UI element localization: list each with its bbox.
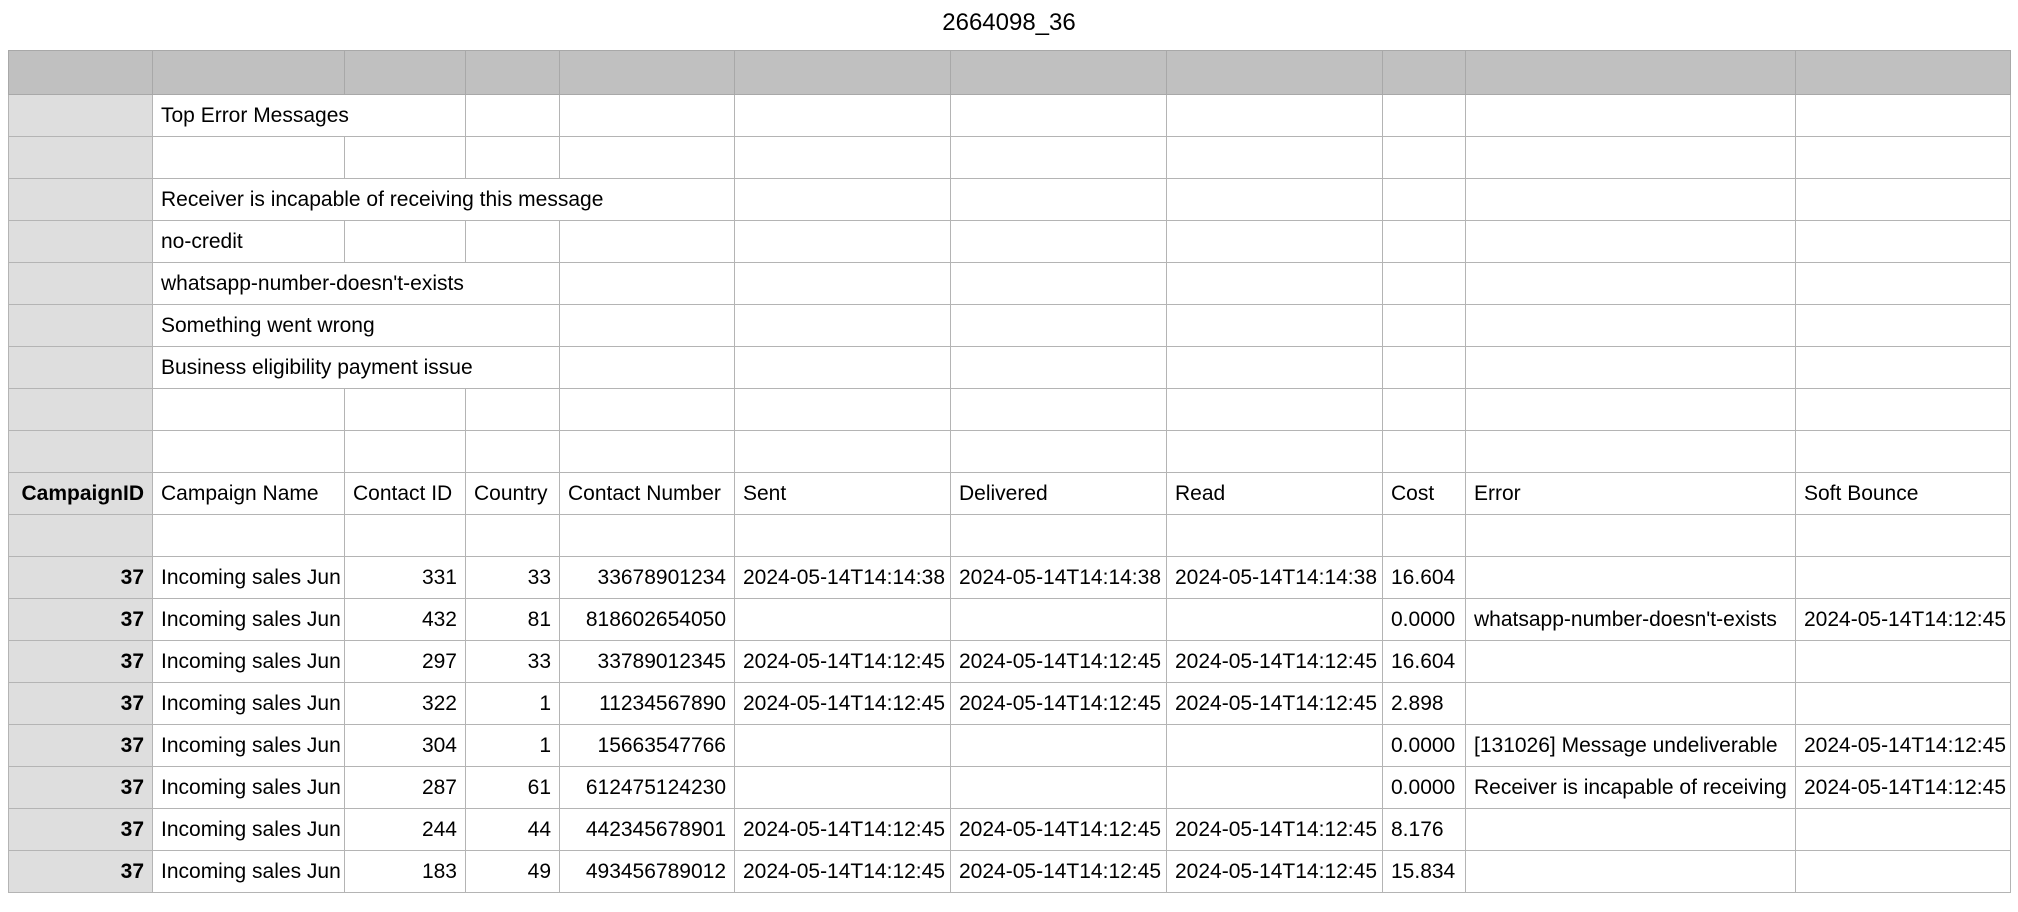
country-cell[interactable]: 44: [466, 809, 560, 851]
row-header-cell[interactable]: [9, 263, 153, 305]
cell[interactable]: [1383, 347, 1466, 389]
cell[interactable]: [1466, 515, 1796, 557]
campaign-name-cell[interactable]: Incoming sales Jun: [153, 641, 345, 683]
error-cell[interactable]: whatsapp-number-doesn't-exists: [1466, 599, 1796, 641]
contact-id-cell[interactable]: 331: [345, 557, 466, 599]
cell[interactable]: [1466, 431, 1796, 473]
cell[interactable]: [466, 221, 560, 263]
cell[interactable]: [951, 221, 1167, 263]
cell[interactable]: [1383, 389, 1466, 431]
cell[interactable]: [1796, 389, 2011, 431]
cell[interactable]: [345, 431, 466, 473]
empty-row: [9, 515, 2011, 557]
sent-cell[interactable]: [735, 725, 951, 767]
column-header-cell[interactable]: [1167, 51, 1383, 95]
summary-item[interactable]: no-credit: [153, 221, 345, 263]
contact-number-cell[interactable]: 442345678901: [560, 809, 735, 851]
read-cell[interactable]: 2024-05-14T14:12:45: [1167, 641, 1383, 683]
header-campaign-id[interactable]: CampaignID: [9, 473, 153, 515]
cell[interactable]: [560, 137, 735, 179]
cell[interactable]: [951, 179, 1167, 221]
read-cell[interactable]: [1167, 599, 1383, 641]
column-header-cell[interactable]: [9, 51, 153, 95]
cell[interactable]: [951, 347, 1167, 389]
campaign-name-cell[interactable]: Incoming sales Jun: [153, 557, 345, 599]
contact-number-cell[interactable]: 11234567890: [560, 683, 735, 725]
empty-row: [9, 431, 2011, 473]
error-cell[interactable]: [131026] Message undeliverable: [1466, 725, 1796, 767]
summary-item-row: [9, 263, 2011, 305]
cell[interactable]: [735, 515, 951, 557]
cell[interactable]: [735, 305, 951, 347]
contact-id-cell[interactable]: 183: [345, 851, 466, 893]
cell[interactable]: [1796, 515, 2011, 557]
column-header-cell[interactable]: [153, 51, 345, 95]
cell[interactable]: [1383, 95, 1466, 137]
soft-bounce-cell[interactable]: 2024-05-14T14:12:45: [1796, 725, 2011, 767]
delivered-cell[interactable]: 2024-05-14T14:12:45: [951, 641, 1167, 683]
delivered-cell[interactable]: [951, 725, 1167, 767]
column-header-cell[interactable]: [1383, 51, 1466, 95]
soft-bounce-cell[interactable]: [1796, 683, 2011, 725]
summary-item[interactable]: Business eligibility payment issue: [153, 347, 560, 389]
campaign-name-cell[interactable]: Incoming sales Jun: [153, 725, 345, 767]
table-row: [9, 599, 2011, 641]
campaign-id-cell[interactable]: 37: [9, 767, 153, 809]
cell[interactable]: [1796, 431, 2011, 473]
cost-cell[interactable]: 0.0000: [1383, 599, 1466, 641]
country-cell[interactable]: 33: [466, 557, 560, 599]
data-table: [8, 50, 2011, 893]
table-row: [9, 725, 2011, 767]
cell[interactable]: [951, 305, 1167, 347]
cell[interactable]: [1466, 263, 1796, 305]
cell[interactable]: [1466, 305, 1796, 347]
soft-bounce-cell[interactable]: [1796, 851, 2011, 893]
delivered-cell[interactable]: [951, 599, 1167, 641]
cell[interactable]: [1466, 137, 1796, 179]
soft-bounce-cell[interactable]: [1796, 809, 2011, 851]
read-cell[interactable]: [1167, 767, 1383, 809]
cell[interactable]: [560, 221, 735, 263]
cell[interactable]: [735, 347, 951, 389]
cost-cell[interactable]: 2.898: [1383, 683, 1466, 725]
campaign-id-cell[interactable]: 37: [9, 809, 153, 851]
sent-cell[interactable]: 2024-05-14T14:12:45: [735, 641, 951, 683]
cell[interactable]: [466, 389, 560, 431]
table-row: [9, 683, 2011, 725]
cost-cell[interactable]: 0.0000: [1383, 767, 1466, 809]
contact-id-cell[interactable]: 297: [345, 641, 466, 683]
delivered-cell[interactable]: 2024-05-14T14:14:38: [951, 557, 1167, 599]
summary-item-row: [9, 221, 2011, 263]
read-cell[interactable]: 2024-05-14T14:12:45: [1167, 809, 1383, 851]
error-cell[interactable]: [1466, 809, 1796, 851]
cell[interactable]: [951, 431, 1167, 473]
cell[interactable]: [1796, 263, 2011, 305]
sheet-title: 2664098_36: [942, 9, 1076, 36]
cell[interactable]: [735, 95, 951, 137]
contact-id-cell[interactable]: 304: [345, 725, 466, 767]
cell[interactable]: [1796, 179, 2011, 221]
cell[interactable]: [735, 389, 951, 431]
country-cell[interactable]: 33: [466, 641, 560, 683]
header-sent[interactable]: Sent: [735, 473, 951, 515]
country-cell[interactable]: 61: [466, 767, 560, 809]
cell[interactable]: [1383, 263, 1466, 305]
contact-number-cell[interactable]: 493456789012: [560, 851, 735, 893]
cell[interactable]: [951, 95, 1167, 137]
summary-item[interactable]: Receiver is incapable of receiving this message: [153, 179, 735, 221]
cost-cell[interactable]: 0.0000: [1383, 725, 1466, 767]
country-cell[interactable]: 1: [466, 683, 560, 725]
delivered-cell[interactable]: [951, 767, 1167, 809]
country-cell[interactable]: 81: [466, 599, 560, 641]
contact-number-cell[interactable]: 33678901234: [560, 557, 735, 599]
contact-id-cell[interactable]: 322: [345, 683, 466, 725]
soft-bounce-cell[interactable]: [1796, 641, 2011, 683]
cell[interactable]: [1466, 221, 1796, 263]
cell[interactable]: [1383, 305, 1466, 347]
row-header-cell[interactable]: [9, 389, 153, 431]
summary-item[interactable]: whatsapp-number-doesn't-exists: [153, 263, 560, 305]
column-header-cell[interactable]: [1466, 51, 1796, 95]
country-cell[interactable]: 1: [466, 725, 560, 767]
campaign-id-cell[interactable]: 37: [9, 641, 153, 683]
row-header-cell[interactable]: [9, 431, 153, 473]
campaign-name-cell[interactable]: Incoming sales Jun: [153, 767, 345, 809]
cell[interactable]: [560, 95, 735, 137]
contact-number-cell[interactable]: 33789012345: [560, 641, 735, 683]
read-cell[interactable]: [1167, 725, 1383, 767]
error-cell[interactable]: [1466, 641, 1796, 683]
cell[interactable]: [1796, 305, 2011, 347]
header-delivered[interactable]: Delivered: [951, 473, 1167, 515]
table-row: [9, 767, 2011, 809]
cell[interactable]: [560, 263, 735, 305]
campaign-id-cell[interactable]: 37: [9, 851, 153, 893]
cell[interactable]: [951, 515, 1167, 557]
cell[interactable]: [1167, 431, 1383, 473]
campaign-id-cell[interactable]: 37: [9, 683, 153, 725]
cell[interactable]: [466, 431, 560, 473]
contact-id-cell[interactable]: 432: [345, 599, 466, 641]
sent-cell[interactable]: [735, 599, 951, 641]
cell[interactable]: [1796, 347, 2011, 389]
cell[interactable]: [1167, 305, 1383, 347]
cell[interactable]: [1383, 137, 1466, 179]
table-row: [9, 641, 2011, 683]
summary-title-row: [9, 95, 2011, 137]
column-header-cell[interactable]: [1796, 51, 2011, 95]
error-cell[interactable]: [1466, 851, 1796, 893]
cell[interactable]: [560, 515, 735, 557]
summary-item-row: [9, 179, 2011, 221]
campaign-id-cell[interactable]: 37: [9, 599, 153, 641]
cell[interactable]: [1466, 179, 1796, 221]
soft-bounce-cell[interactable]: [1796, 557, 2011, 599]
cell[interactable]: [1796, 221, 2011, 263]
table-row: [9, 557, 2011, 599]
column-header-cell[interactable]: [466, 51, 560, 95]
cell[interactable]: [1466, 95, 1796, 137]
cell[interactable]: [345, 389, 466, 431]
cell[interactable]: [560, 305, 735, 347]
sent-cell[interactable]: 2024-05-14T14:12:45: [735, 809, 951, 851]
row-header-cell[interactable]: [9, 305, 153, 347]
cell[interactable]: [1796, 137, 2011, 179]
cost-cell[interactable]: 15.834: [1383, 851, 1466, 893]
cell[interactable]: [1167, 347, 1383, 389]
cell[interactable]: [1383, 431, 1466, 473]
column-header-cell[interactable]: [560, 51, 735, 95]
cell[interactable]: [1167, 389, 1383, 431]
cell[interactable]: [735, 263, 951, 305]
read-cell[interactable]: 2024-05-14T14:12:45: [1167, 683, 1383, 725]
cell[interactable]: [466, 137, 560, 179]
spreadsheet-grid: [8, 50, 2010, 893]
cell[interactable]: [1466, 347, 1796, 389]
cell[interactable]: [735, 431, 951, 473]
soft-bounce-cell[interactable]: 2024-05-14T14:12:45: [1796, 767, 2011, 809]
cell[interactable]: [153, 431, 345, 473]
cell[interactable]: [1383, 221, 1466, 263]
header-country[interactable]: Country: [466, 473, 560, 515]
campaign-name-cell[interactable]: Incoming sales Jun: [153, 683, 345, 725]
cell[interactable]: [735, 137, 951, 179]
header-contact-id[interactable]: Contact ID: [345, 473, 466, 515]
cost-cell[interactable]: 8.176: [1383, 809, 1466, 851]
cell[interactable]: [735, 179, 951, 221]
header-read[interactable]: Read: [1167, 473, 1383, 515]
cell[interactable]: [345, 137, 466, 179]
cell[interactable]: [345, 515, 466, 557]
sent-cell[interactable]: 2024-05-14T14:12:45: [735, 851, 951, 893]
cost-cell[interactable]: 16.604: [1383, 557, 1466, 599]
campaign-name-cell[interactable]: Incoming sales Jun: [153, 851, 345, 893]
contact-number-cell[interactable]: 15663547766: [560, 725, 735, 767]
cell[interactable]: [951, 389, 1167, 431]
cell[interactable]: [153, 389, 345, 431]
cost-cell[interactable]: 16.604: [1383, 641, 1466, 683]
header-soft-bounce[interactable]: Soft Bounce: [1796, 473, 2011, 515]
sent-cell[interactable]: 2024-05-14T14:14:38: [735, 557, 951, 599]
cell[interactable]: [153, 515, 345, 557]
contact-id-cell[interactable]: 287: [345, 767, 466, 809]
header-row: [9, 473, 2011, 515]
row-header-cell[interactable]: [9, 137, 153, 179]
contact-id-cell[interactable]: 244: [345, 809, 466, 851]
campaign-id-cell[interactable]: 37: [9, 557, 153, 599]
cell[interactable]: [560, 431, 735, 473]
header-contact-number[interactable]: Contact Number: [560, 473, 735, 515]
read-cell[interactable]: 2024-05-14T14:12:45: [1167, 851, 1383, 893]
cell[interactable]: [1167, 515, 1383, 557]
column-header-row: [9, 51, 2011, 95]
cell[interactable]: [466, 515, 560, 557]
campaign-name-cell[interactable]: Incoming sales Jun: [153, 599, 345, 641]
row-header-cell[interactable]: [9, 221, 153, 263]
cell[interactable]: [951, 137, 1167, 179]
cell[interactable]: [1167, 179, 1383, 221]
cell[interactable]: [951, 263, 1167, 305]
summary-title[interactable]: Top Error Messages: [153, 95, 466, 137]
cell[interactable]: [153, 137, 345, 179]
summary-item[interactable]: Something went wrong: [153, 305, 560, 347]
soft-bounce-cell[interactable]: 2024-05-14T14:12:45: [1796, 599, 2011, 641]
summary-item-row: [9, 305, 2011, 347]
cell[interactable]: [1167, 137, 1383, 179]
cell[interactable]: [1167, 95, 1383, 137]
empty-row: [9, 137, 2011, 179]
header-error[interactable]: Error: [1466, 473, 1796, 515]
summary-item-row: [9, 347, 2011, 389]
cell[interactable]: [735, 221, 951, 263]
error-cell[interactable]: [1466, 683, 1796, 725]
row-header-cell[interactable]: [9, 515, 153, 557]
cell[interactable]: [1796, 95, 2011, 137]
contact-number-cell[interactable]: 612475124230: [560, 767, 735, 809]
error-cell[interactable]: [1466, 557, 1796, 599]
cell[interactable]: [1383, 179, 1466, 221]
cell[interactable]: [1383, 515, 1466, 557]
read-cell[interactable]: 2024-05-14T14:14:38: [1167, 557, 1383, 599]
empty-row: [9, 389, 2011, 431]
sent-cell[interactable]: 2024-05-14T14:12:45: [735, 683, 951, 725]
delivered-cell[interactable]: 2024-05-14T14:12:45: [951, 851, 1167, 893]
cell[interactable]: [1167, 263, 1383, 305]
table-row: [9, 809, 2011, 851]
cell[interactable]: [466, 95, 560, 137]
sent-cell[interactable]: [735, 767, 951, 809]
cell[interactable]: [1167, 221, 1383, 263]
header-cost[interactable]: Cost: [1383, 473, 1466, 515]
column-header-cell[interactable]: [345, 51, 466, 95]
cell[interactable]: [560, 389, 735, 431]
cell[interactable]: [345, 221, 466, 263]
campaign-id-cell[interactable]: 37: [9, 725, 153, 767]
row-header-cell[interactable]: [9, 95, 153, 137]
cell[interactable]: [1466, 389, 1796, 431]
row-header-cell[interactable]: [9, 179, 153, 221]
cell[interactable]: [560, 347, 735, 389]
error-cell[interactable]: Receiver is incapable of receiving: [1466, 767, 1796, 809]
column-header-cell[interactable]: [951, 51, 1167, 95]
table-row: [9, 851, 2011, 893]
delivered-cell[interactable]: 2024-05-14T14:12:45: [951, 809, 1167, 851]
country-cell[interactable]: 49: [466, 851, 560, 893]
header-campaign-name[interactable]: Campaign Name: [153, 473, 345, 515]
row-header-cell[interactable]: [9, 347, 153, 389]
contact-number-cell[interactable]: 818602654050: [560, 599, 735, 641]
column-header-cell[interactable]: [735, 51, 951, 95]
delivered-cell[interactable]: 2024-05-14T14:12:45: [951, 683, 1167, 725]
campaign-name-cell[interactable]: Incoming sales Jun: [153, 809, 345, 851]
